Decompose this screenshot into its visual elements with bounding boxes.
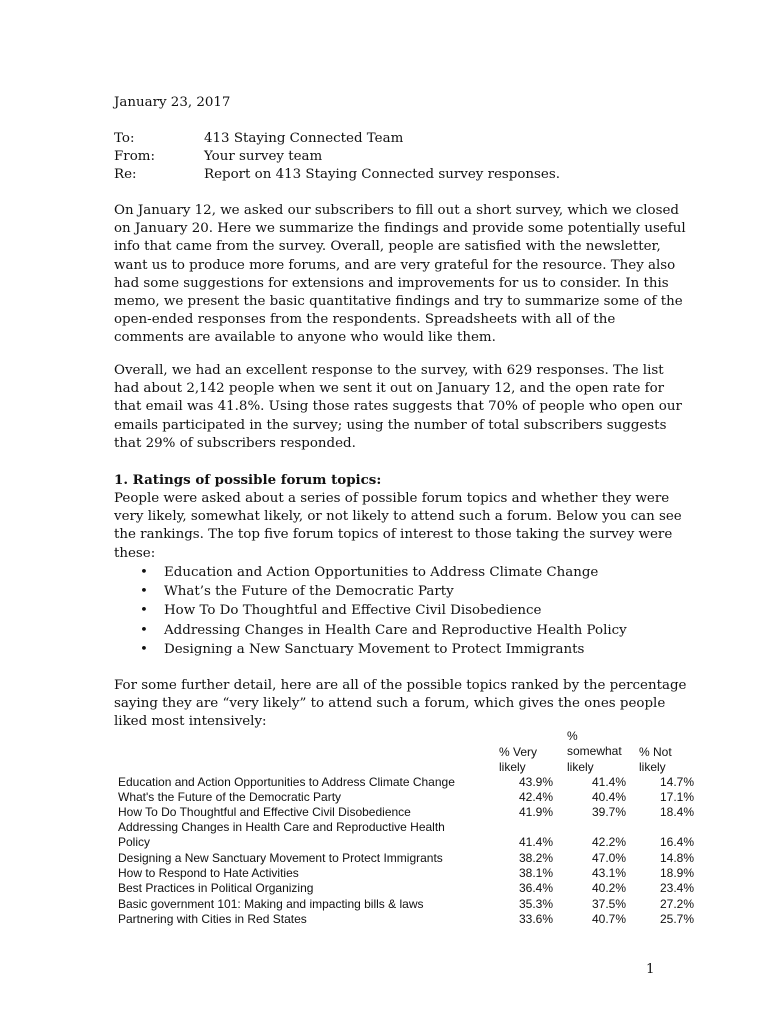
paragraph-line: For some further detail, here are all of the possible topics ranked by the percentage: [114, 678, 687, 693]
table-cell-somewhat: 42.2%: [591, 835, 626, 849]
memo-date: January 23, 2017: [114, 95, 231, 110]
memo-to-label: To:: [114, 131, 135, 146]
page-number: 1: [646, 962, 655, 977]
header-line: %: [567, 729, 578, 743]
memo-re-value: Report on 413 Staying Connected survey responses.: [204, 167, 560, 183]
table-cell-not: 25.7%: [659, 912, 694, 926]
table-cell-very: 41.9%: [518, 805, 553, 819]
header-line: % Not: [639, 745, 672, 759]
table-cell-somewhat: 40.7%: [591, 912, 626, 926]
memo-re-label: Re:: [114, 167, 137, 183]
table-cell-somewhat: 37.5%: [591, 897, 626, 911]
table-row-topic: What's the Future of the Democratic Party: [118, 790, 342, 804]
paragraph-line: info that came from the survey. Overall, people are satisfied with the newsletter,: [114, 239, 661, 255]
table-cell-very: 43.9%: [518, 775, 553, 789]
table-cell-very: 42.4%: [518, 790, 553, 804]
table-cell-not: 18.4%: [659, 805, 694, 819]
bullet-icon: •: [140, 622, 148, 638]
table-cell-not: 16.4%: [659, 835, 694, 849]
table-row-topic: Partnering with Cities in Red States: [118, 912, 307, 926]
memo-to-value: 413 Staying Connected Team: [204, 131, 404, 146]
table-cell-not: 23.4%: [659, 881, 694, 895]
table-cell-somewhat: 40.2%: [591, 881, 626, 895]
table-row-topic-cont: Policy: [118, 835, 151, 849]
bullet-icon: •: [140, 584, 148, 600]
bullet-icon: •: [140, 603, 148, 619]
table-row-topic: How to Respond to Hate Activities: [118, 866, 299, 880]
paragraph-line: that 29% of subscribers responded.: [114, 435, 356, 451]
paragraph-line: memo, we present the basic quantitative findings and try to summarize some of the: [114, 293, 683, 309]
header-line: likely: [639, 760, 666, 775]
header-line: likely: [567, 759, 594, 774]
paragraph-line: open-ended responses from the respondents. Spreadsheets with all of the: [114, 312, 616, 328]
table-cell-not: 27.2%: [659, 897, 694, 911]
list-item-text: How To Do Thoughtful and Effective Civil Disobedience: [164, 603, 542, 619]
memo-from-value: Your survey team: [204, 149, 323, 165]
list-item-text: What’s the Future of the Democratic Party: [164, 584, 454, 600]
paragraph-line: liked most intensively:: [114, 714, 267, 730]
paragraph-line: had some suggestions for extensions and improvements for us to consider. In this: [114, 275, 669, 291]
header-very-likely: [499, 745, 537, 776]
list-item-text: Designing a New Sanctuary Movement to Protect Immigrants: [164, 641, 585, 657]
paragraph-line: emails participated in the survey; using the number of total subscribers suggests: [114, 417, 667, 433]
table-cell-not: 17.1%: [659, 790, 694, 804]
memo-from-label: From:: [114, 149, 155, 165]
table-cell-not: 14.7%: [659, 775, 694, 789]
header-line: % Very: [499, 745, 538, 759]
paragraph-line: Overall, we had an excellent response to the survey, with 629 responses. The list: [114, 363, 664, 378]
table-row-topic: Basic government 101: Making and impacting bills & laws: [118, 897, 424, 911]
table-cell-very: 38.2%: [518, 851, 553, 865]
header-line: likely: [499, 760, 526, 775]
paragraph-line: that email was 41.8%. Using those rates suggests that 70% of people who open our: [114, 399, 682, 415]
header-not-likely: [639, 745, 672, 776]
paragraph-line: saying they are “very likely” to attend such a forum, which gives the ones people: [114, 696, 666, 712]
table-row-topic: How To Do Thoughtful and Effective Civil Disobedience: [118, 805, 411, 819]
paragraph-line: these:: [114, 545, 156, 561]
table-cell-not: 18.9%: [659, 866, 694, 880]
paragraph-line: very likely, somewhat likely, or not likely to attend such a forum. Below you can see: [114, 509, 682, 525]
table-row-topic: Addressing Changes in Health Care and Reproductive Health: [118, 820, 445, 834]
table-row-topic: Education and Action Opportunities to Address Climate Change: [118, 775, 455, 789]
paragraph-line: the rankings. The top five forum topics of interest to those taking the survey were: [114, 527, 673, 543]
table-cell-somewhat: 43.1%: [591, 866, 626, 880]
table-cell-somewhat: 41.4%: [591, 775, 626, 789]
list-item-text: Addressing Changes in Health Care and Reproductive Health Policy: [164, 622, 627, 638]
table-cell-somewhat: 40.4%: [591, 790, 626, 804]
paragraph-line: on January 20. Here we summarize the findings and provide some potentially useful: [114, 221, 686, 237]
header-line: somewhat: [567, 744, 622, 759]
table-cell-very: 33.6%: [518, 912, 553, 926]
table-row-topic: Best Practices in Political Organizing: [118, 881, 314, 895]
table-cell-not: 14.8%: [659, 851, 694, 865]
paragraph-line: People were asked about a series of possible forum topics and whether they were: [114, 491, 670, 506]
table-cell-very: 35.3%: [518, 897, 553, 911]
list-item-text: Education and Action Opportunities to Address Climate Change: [164, 565, 599, 580]
paragraph-line: want us to produce more forums, and are very grateful for the resource. They also: [114, 257, 676, 273]
table-cell-somewhat: 39.7%: [591, 805, 626, 819]
bullet-icon: •: [140, 565, 148, 580]
paragraph-line: comments are available to anyone who would like them.: [114, 330, 496, 346]
table-cell-very: 41.4%: [518, 835, 553, 849]
table-cell-very: 38.1%: [518, 866, 553, 880]
bullet-icon: •: [140, 641, 148, 657]
paragraph-line: had about 2,142 people when we sent it out on January 12, and the open rate for: [114, 381, 665, 397]
table-cell-somewhat: 47.0%: [591, 851, 626, 865]
table-cell-very: 36.4%: [518, 881, 553, 895]
table-row-topic: Designing a New Sanctuary Movement to Protect Immigrants: [118, 851, 443, 865]
paragraph-line: On January 12, we asked our subscribers to fill out a short survey, which we closed: [114, 203, 679, 218]
header-somewhat-likely: [567, 729, 622, 775]
section-heading: 1. Ratings of possible forum topics:: [114, 472, 382, 488]
